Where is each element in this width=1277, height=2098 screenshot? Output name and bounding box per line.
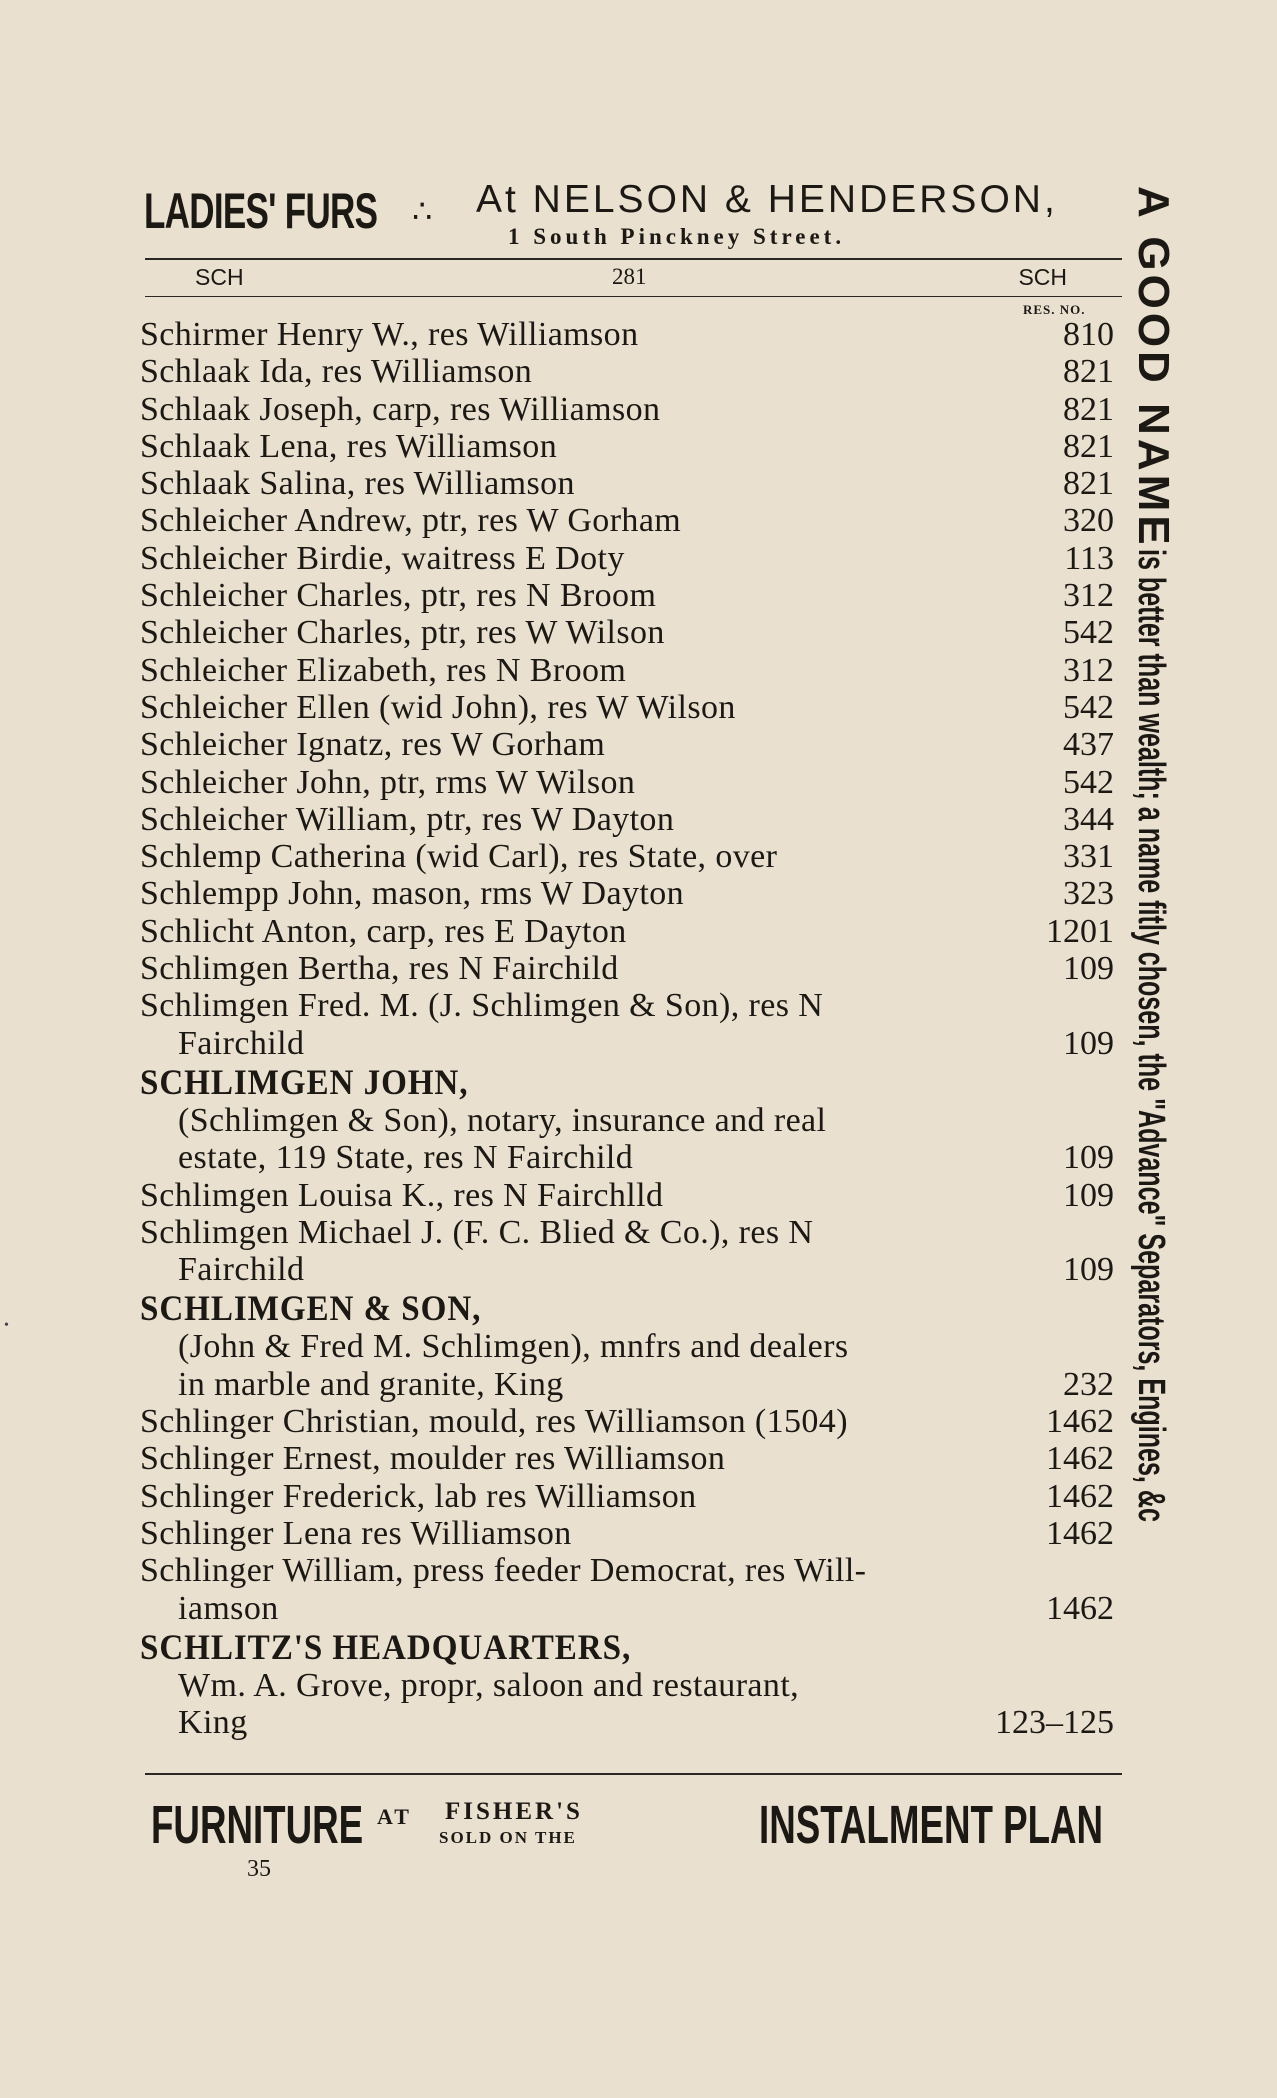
directory-entry	[140, 801, 1122, 838]
entry-residence-number: 312	[1063, 651, 1114, 689]
footer-rule	[145, 1773, 1122, 1775]
entry-name: Schlinger Lena res Williamson	[140, 1514, 572, 1552]
ad-sold-on-the: SOLD ON THE	[439, 1828, 577, 1847]
directory-entry	[140, 1214, 1122, 1289]
entry-residence-number: 344	[1063, 800, 1114, 838]
entry-continuation: Fairchild	[178, 1024, 305, 1062]
entry-name: Schleicher Elizabeth, res N Broom	[140, 651, 627, 689]
running-head-left: SCH	[195, 264, 244, 290]
entry-residence-number: 1462	[1046, 1477, 1114, 1515]
entry-heading: SCHLITZ'S HEADQUARTERS,	[140, 1626, 632, 1667]
entry-name: Schlaak Joseph, carp, res Williamson	[140, 390, 661, 428]
entry-heading: SCHLIMGEN JOHN,	[140, 1061, 469, 1102]
entry-residence-number: 1462	[1046, 1514, 1114, 1552]
directory-entry	[140, 875, 1122, 912]
entry-residence-number: 821	[1063, 390, 1114, 428]
entry-name: Schleicher William, ptr, res W Dayton	[140, 800, 675, 838]
page-number: 281	[612, 264, 647, 289]
directory-entry	[140, 502, 1122, 539]
side-ad-lead: A GOOD NAME	[1129, 186, 1178, 549]
header-rule-top	[145, 258, 1122, 260]
entry-residence-number: 542	[1063, 614, 1114, 652]
directory-entry	[140, 987, 1122, 1062]
entry-name: Schlaak Ida, res Williamson	[140, 353, 533, 391]
entry-residence-number: 821	[1063, 465, 1114, 503]
directory-entry	[140, 1478, 1122, 1515]
header-rule-bottom	[145, 296, 1122, 297]
directory-entry	[140, 428, 1122, 465]
entry-heading: SCHLIMGEN & SON,	[140, 1288, 482, 1329]
entry-residence-number: 113	[1064, 539, 1114, 577]
ad-furniture: FURNITURE	[151, 1795, 364, 1855]
directory-entry	[140, 1177, 1122, 1214]
entry-name: Schleicher Andrew, ptr, res W Gorham	[140, 502, 682, 540]
entry-name: Schleicher Ellen (wid John), res W Wilson	[140, 688, 736, 726]
entry-continuation: iamson	[178, 1589, 279, 1627]
running-head-right: SCH	[1018, 264, 1067, 290]
entry-name: Schlimgen Bertha, res N Fairchild	[140, 950, 619, 988]
margin-dot: •	[4, 1318, 9, 1333]
entry-residence-number: 232	[1063, 1365, 1114, 1403]
entry-residence-number: 109	[1063, 950, 1114, 988]
entry-name: (John & Fred M. Schlimgen), mnfrs and dealers	[178, 1328, 849, 1366]
entry-residence-number: 437	[1063, 726, 1114, 764]
entry-continuation: King	[178, 1704, 248, 1742]
directory-entry	[140, 838, 1122, 875]
entry-residence-number: 109	[1063, 1139, 1114, 1177]
side-ad-text	[1128, 186, 1178, 2023]
running-head	[145, 262, 1122, 292]
entry-residence-number: 1201	[1046, 912, 1114, 950]
directory-entry	[140, 353, 1122, 390]
entry-residence-number: 1462	[1046, 1440, 1114, 1478]
entry-name: Wm. A. Grove, propr, saloon and restaurant,	[178, 1666, 800, 1704]
ad-ladies-furs: LADIES' FURS	[144, 183, 378, 239]
entry-name: Schirmer Henry W., res Williamson	[140, 316, 639, 353]
entry-name: Schlinger Christian, mould, res Williamson (1504)	[140, 1403, 848, 1441]
signature-mark: 35	[247, 1856, 271, 1882]
entry-name: Schlimgen Michael J. (F. C. Blied & Co.), res N	[140, 1213, 814, 1251]
entry-name: Schleicher Charles, ptr, res N Broom	[140, 577, 657, 615]
entry-residence-number: 542	[1063, 688, 1114, 726]
business-entry	[140, 1627, 1122, 1742]
business-entry	[140, 1062, 1122, 1177]
directory-entry	[140, 913, 1122, 950]
directory-entry	[140, 540, 1122, 577]
entry-name: (Schlimgen & Son), notary, insurance and real	[178, 1101, 827, 1139]
ad-separator: ∴	[412, 192, 433, 230]
directory-listing	[140, 316, 1122, 1741]
entry-name: Schlinger William, press feeder Democrat, res Will-	[140, 1552, 867, 1590]
entry-residence-number: 323	[1063, 875, 1114, 913]
directory-entry	[140, 689, 1122, 726]
directory-entry	[140, 726, 1122, 763]
entry-residence-number: 810	[1063, 316, 1114, 353]
top-advertisement	[140, 176, 1125, 258]
directory-entry	[140, 577, 1122, 614]
directory-entry	[140, 316, 1122, 353]
business-entry	[140, 1288, 1122, 1403]
side-advertisement	[1128, 186, 1188, 1866]
entry-name: Schleicher John, ptr, rms W Wilson	[140, 763, 636, 801]
entry-name: Schlaak Lena, res Williamson	[140, 427, 558, 465]
entry-residence-number: 312	[1063, 577, 1114, 615]
entry-residence-number: 542	[1063, 763, 1114, 801]
entry-name: Schleicher Ignatz, res W Gorham	[140, 726, 606, 764]
entry-name: Schlimgen Louisa K., res N Fairchlld	[140, 1176, 664, 1214]
directory-entry	[140, 614, 1122, 651]
entry-name: Schlicht Anton, carp, res E Dayton	[140, 912, 627, 950]
entry-residence-number: 821	[1063, 427, 1114, 465]
directory-entry	[140, 1403, 1122, 1440]
entry-name: Schlinger Frederick, lab res Williamson	[140, 1477, 697, 1515]
entry-residence-number: 109	[1063, 1176, 1114, 1214]
ad-store-address: 1 South Pinckney Street.	[508, 224, 846, 249]
ad-store-name: At NELSON & HENDERSON,	[476, 178, 1058, 221]
entry-residence-number: 320	[1063, 502, 1114, 540]
entry-continuation: in marble and granite, King	[178, 1365, 564, 1403]
entry-residence-number: 123–125	[995, 1704, 1114, 1742]
entry-residence-number: 109	[1063, 1251, 1114, 1289]
directory-entry	[140, 950, 1122, 987]
entry-residence-number: 109	[1063, 1024, 1114, 1062]
entry-name: Schlempp John, mason, rms W Dayton	[140, 875, 685, 913]
entry-residence-number: 821	[1063, 353, 1114, 391]
directory-entry	[140, 652, 1122, 689]
entry-name: Schlinger Ernest, moulder res Williamson	[140, 1440, 726, 1478]
side-ad-rest: is better than wealth; a name fitly chosen, the "Advance" Separators, Engines, &c	[1130, 548, 1172, 1522]
entry-residence-number: 1462	[1046, 1589, 1114, 1627]
entry-residence-number: 331	[1063, 838, 1114, 876]
entry-name: Schlaak Salina, res Williamson	[140, 465, 575, 503]
entry-name: Schlemp Catherina (wid Carl), res State, over	[140, 838, 778, 876]
entry-continuation: estate, 119 State, res N Fairchild	[178, 1139, 634, 1177]
directory-entry	[140, 391, 1122, 428]
entry-name: Schleicher Charles, ptr, res W Wilson	[140, 614, 665, 652]
ad-instalment-plan: INSTALMENT PLAN	[759, 1795, 1104, 1855]
res-no-column-header: RES. NO.	[1023, 302, 1086, 317]
entry-name: Schleicher Birdie, waitress E Doty	[140, 539, 625, 577]
directory-entry	[140, 1552, 1122, 1627]
entry-name: Schlimgen Fred. M. (J. Schlimgen & Son), res N	[140, 987, 824, 1025]
entry-residence-number: 1462	[1046, 1403, 1114, 1441]
directory-entry	[140, 1440, 1122, 1477]
directory-entry	[140, 764, 1122, 801]
directory-entry	[140, 1515, 1122, 1552]
ad-fishers: FISHER'S	[445, 1798, 583, 1825]
ad-at: AT	[377, 1804, 412, 1829]
directory-entry	[140, 465, 1122, 502]
entry-continuation: Fairchild	[178, 1251, 305, 1289]
bottom-advertisement	[145, 1790, 1125, 1860]
